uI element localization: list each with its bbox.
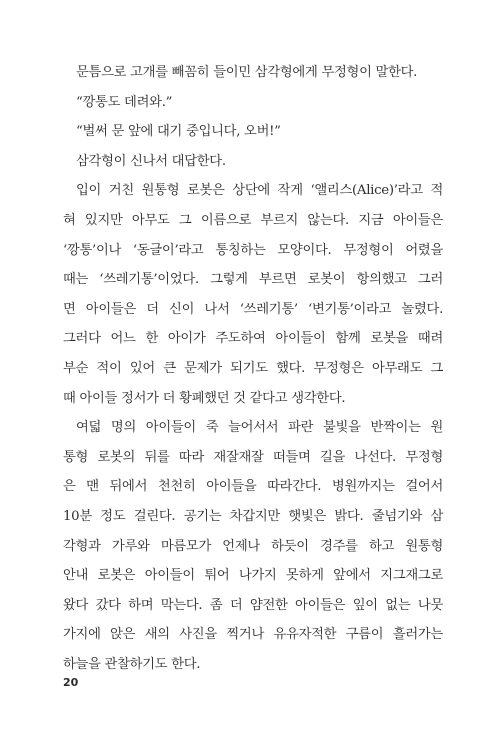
text-line: 하늘을 관찰하기도 한다. [63, 656, 201, 672]
text-line: 은 맨 뒤에서 천천히 아이들을 따라간다. 병원까지는 걸어서 [63, 479, 443, 495]
text-line: 삼각형이 신나서 대답한다. [76, 153, 226, 169]
text-line: 문틈으로 고개를 빼꼼히 들이민 삼각형에게 무정형이 말한다. [76, 65, 418, 80]
text-line: 각형과 가루와 마름모가 언제나 하듯이 경주를 하고 원통형 [63, 538, 443, 554]
text-line: 때 아이들 정서가 더 황폐했던 것 같다고 생각한다. [63, 390, 346, 406]
text-line: 여덟 명의 아이들이 죽 늘어서서 파란 불빛을 반짝이는 원 [76, 420, 443, 436]
text-line: 가지에 앉은 새의 사진을 찍거나 유유자적한 구름이 흘러가는 [63, 627, 443, 643]
text-line: 부순 적이 있어 큰 문제가 되기도 했다. 무정형은 아무래도 그 [63, 360, 443, 376]
text-line: 10분 정도 걸린다. 공기는 차갑지만 햇빛은 밝다. 줄넘기와 삼 [63, 508, 443, 524]
page-number: 20 [63, 676, 79, 689]
text-line: 그러다 어느 한 아이가 주도하여 아이들이 함께 로봇을 때려 [63, 331, 443, 347]
body-text [63, 58, 443, 679]
text-line: 안내 로봇은 아이들이 튀어 나가지 못하게 앞에서 지그재그로 [63, 568, 443, 584]
text-line: 혀 있지만 아무도 그 이름으로 부르지 않는다. 지금 아이들은 [63, 212, 443, 228]
text-line: ‘깡통’이나 ‘동글이’라고 통칭하는 모양이다. 무정형이 어렸을 [63, 242, 443, 258]
text-line: “깡통도 데려와.” [76, 94, 173, 110]
text-line: “벌써 문 앞에 대기 중입니다, 오버!” [76, 124, 281, 140]
text-line: 통형 로봇의 뒤를 따라 재잘재잘 떠들며 길을 나선다. 무정형 [63, 449, 443, 465]
text-line: 면 아이들은 더 신이 나서 ‘쓰레기통’ ‘변기통’이라고 놀렸다. [63, 301, 443, 317]
text-line: 때는 ‘쓰레기통’이었다. 그렇게 부르면 로봇이 항의했고 그러 [63, 272, 443, 288]
text-line: 입이 거친 원통형 로봇은 상단에 작게 ‘앨리스(Alice)’라고 적 [76, 183, 443, 199]
text-line: 왔다 갔다 하며 막는다. 좀 더 얌전한 아이들은 잎이 없는 나뭇 [63, 597, 443, 613]
